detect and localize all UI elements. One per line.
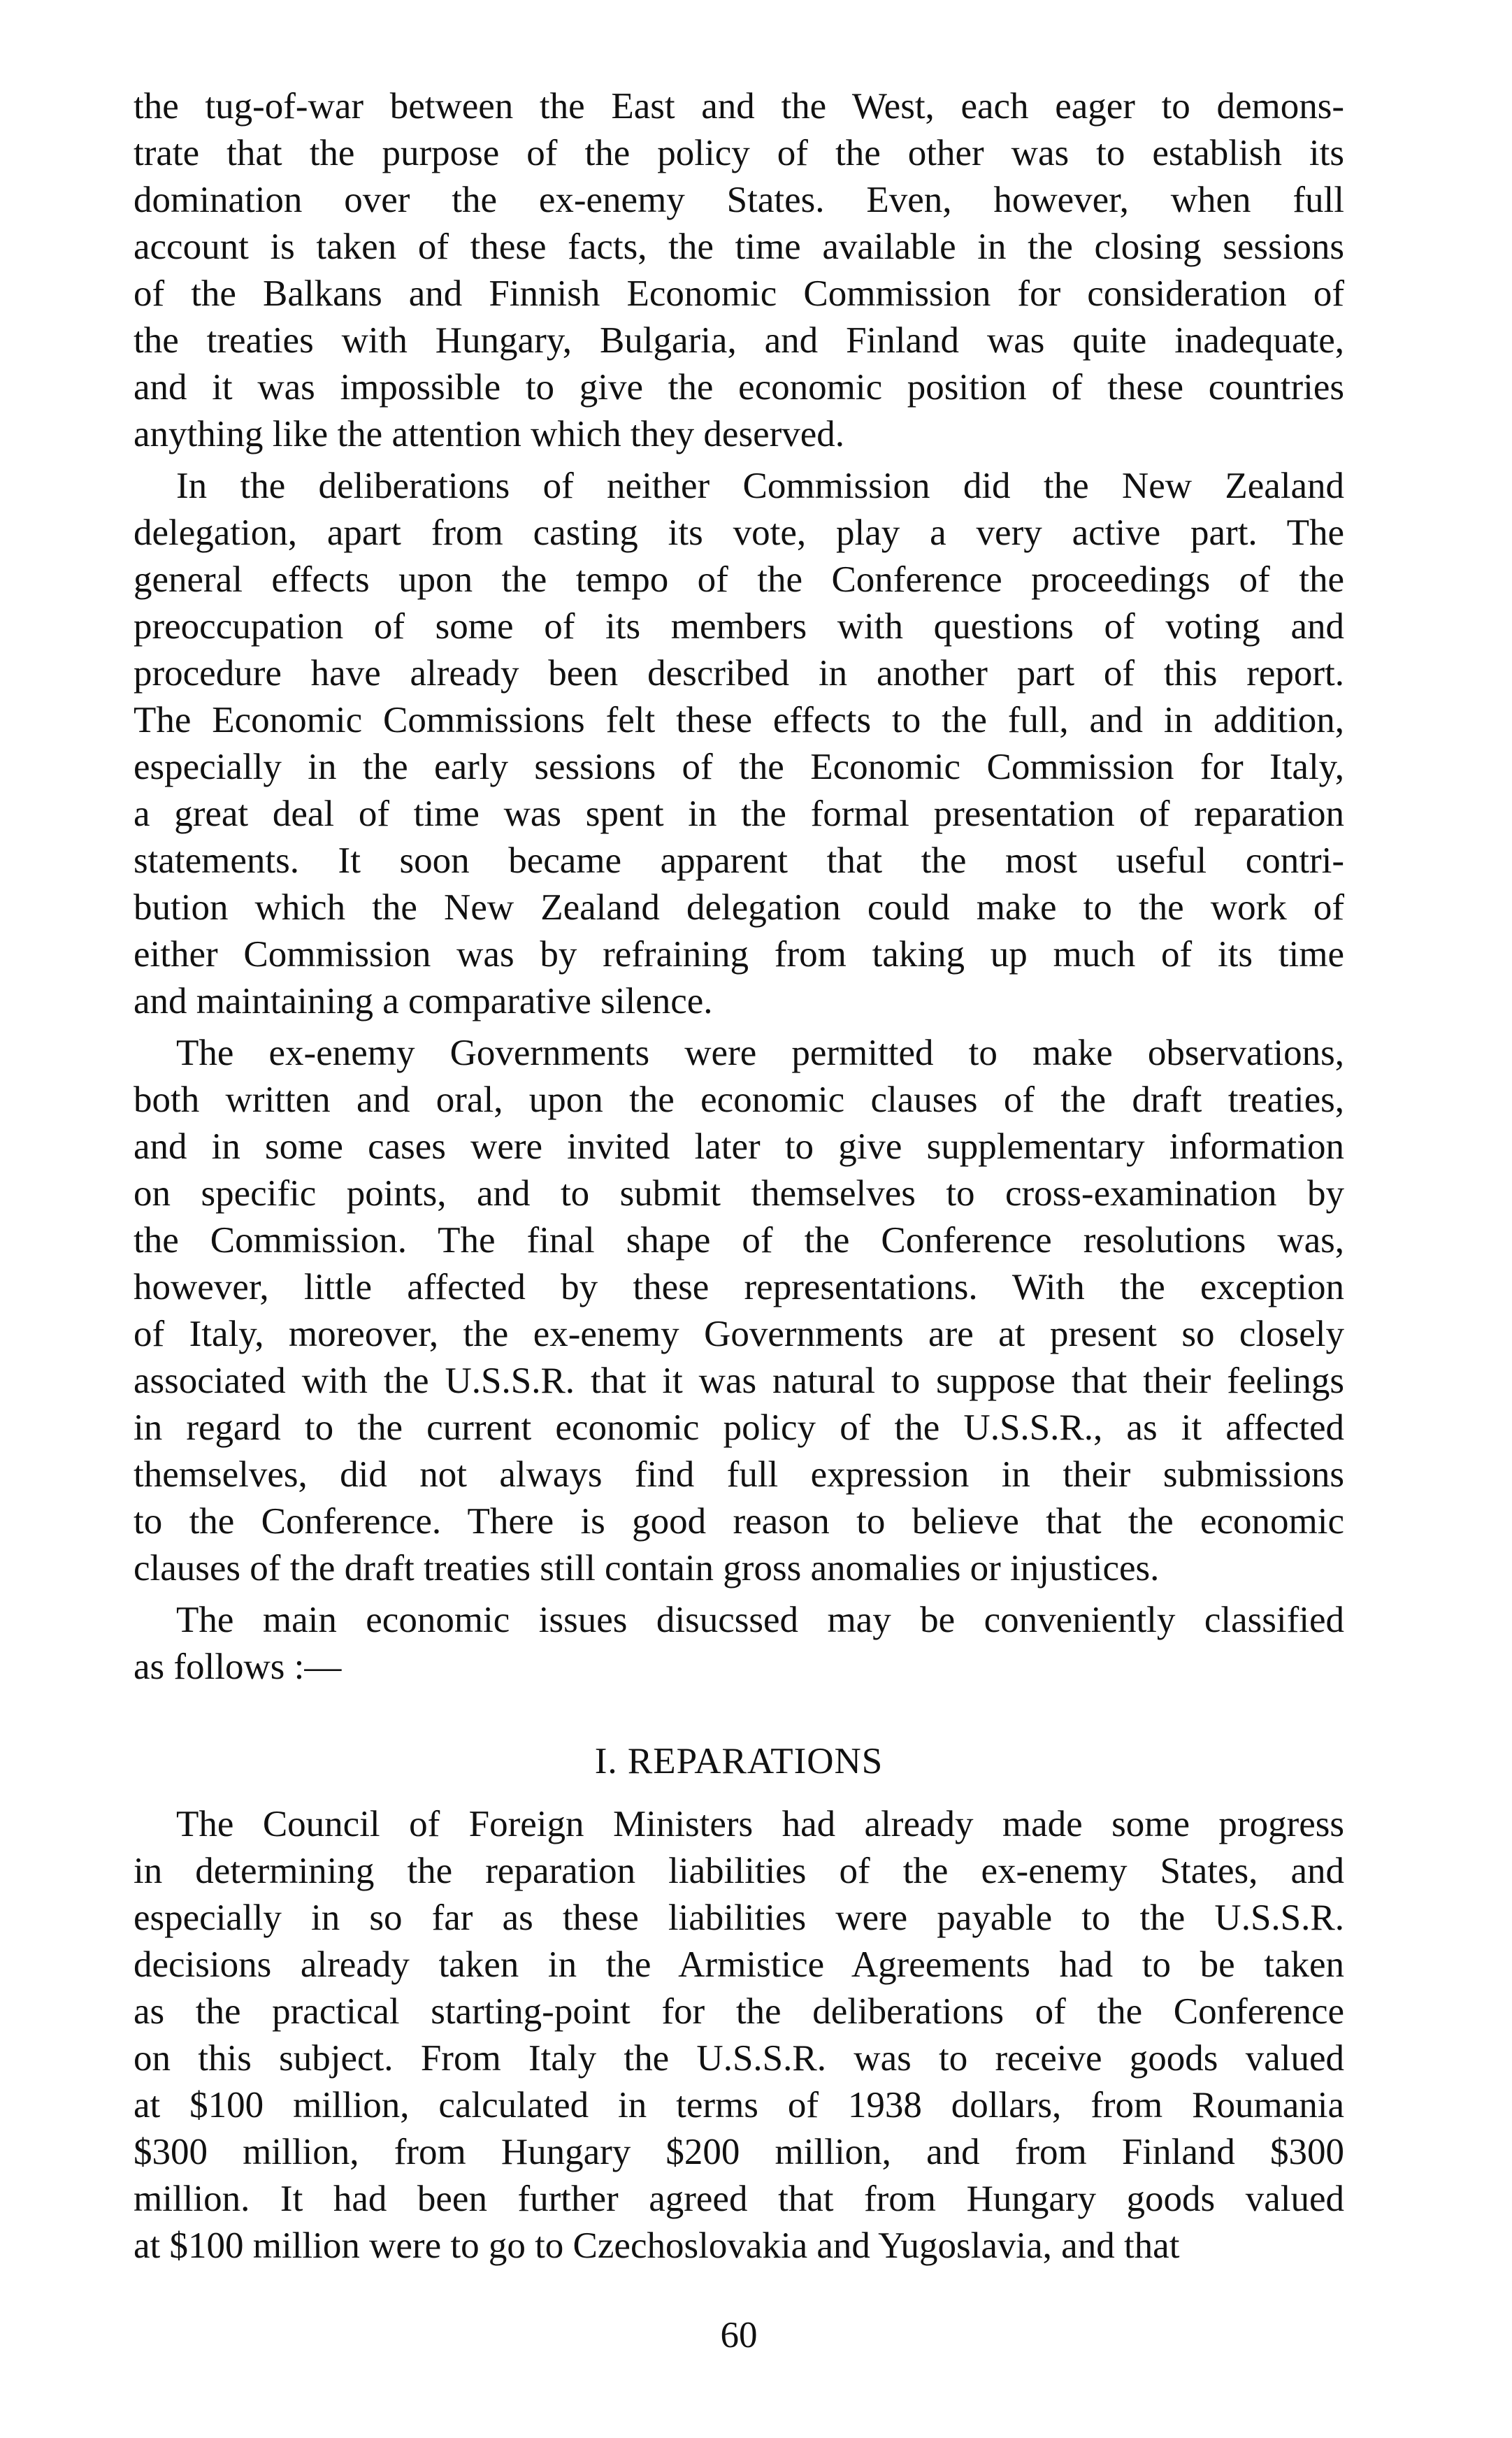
text-line: on this subject. From Italy the U.S.S.R. was to receive goods valued: [134, 2038, 1344, 2079]
text-line: preoccupation of some of its members with questions of voting and: [134, 606, 1344, 647]
text-line: anything like the attention which they deserved.: [134, 414, 845, 454]
text-line: the Commission. The final shape of the Conference resolutions was,: [134, 1220, 1344, 1261]
text-line: general effects upon the tempo of the Conference proceedings of the: [134, 559, 1344, 600]
text-line: The Council of Foreign Ministers had already made some progress: [176, 1804, 1344, 1844]
page-number: 60: [720, 2315, 758, 2355]
text-line: on specific points, and to submit themselves to cross-examination by: [134, 1173, 1344, 1214]
text-line: especially in so far as these liabilities were payable to the U.S.S.R.: [134, 1898, 1344, 1938]
text-line: as follows :—: [134, 1647, 342, 1687]
page-body: [134, 83, 1344, 2270]
text-line: either Commission was by refraining from taking up much of its time: [134, 934, 1344, 975]
text-line: as the practical starting-point for the deliberations of the Conference: [134, 1991, 1344, 2032]
text-line: domination over the ex-enemy States. Even, however, when full: [134, 180, 1344, 220]
body-text-after-heading: [134, 1801, 1344, 2270]
text-line: and it was impossible to give the economic position of these countries: [134, 367, 1344, 408]
paragraph: [134, 463, 1344, 1025]
text-line: statements. It soon became apparent that the most useful contri-: [134, 840, 1344, 881]
text-line: of the Balkans and Finnish Economic Commission for consideration of: [134, 273, 1344, 314]
text-line: decisions already taken in the Armistice Agreements had to be taken: [134, 1944, 1344, 1985]
text-line: and maintaining a comparative silence.: [134, 981, 713, 1021]
text-line: however, little affected by these representations. With the exception: [134, 1267, 1344, 1307]
text-line: The main economic issues disucssed may be conveniently classified: [176, 1600, 1344, 1640]
text-line: bution which the New Zealand delegation could make to the work of: [134, 887, 1344, 928]
body-text-before-heading: [134, 83, 1344, 1691]
text-line: clauses of the draft treaties still contain gross anomalies or injustices.: [134, 1548, 1160, 1589]
paragraph: [134, 83, 1344, 458]
section-heading: I. REPARATIONS: [594, 1741, 884, 1781]
text-line: to the Conference. There is good reason to believe that the economic: [134, 1501, 1344, 1542]
text-line: In the deliberations of neither Commission did the New Zealand: [176, 466, 1344, 506]
text-line: million. It had been further agreed that from Hungary goods valued: [134, 2179, 1344, 2219]
paragraph: [134, 1030, 1344, 1592]
text-line: and in some cases were invited later to give supplementary information: [134, 1126, 1344, 1167]
text-line: at $100 million were to go to Czechoslovakia and Yugoslavia, and that: [134, 2225, 1180, 2266]
text-line: the treaties with Hungary, Bulgaria, and Finland was quite inadequate,: [134, 320, 1344, 361]
text-line: of Italy, moreover, the ex-enemy Governments are at present so closely: [134, 1314, 1344, 1354]
text-line: $300 million, from Hungary $200 million, and from Finland $300: [134, 2132, 1344, 2172]
paragraph: [134, 1597, 1344, 1691]
paragraph: [134, 1801, 1344, 2270]
text-line: in regard to the current economic policy of the U.S.S.R., as it affected: [134, 1407, 1344, 1448]
text-line: both written and oral, upon the economic clauses of the draft treaties,: [134, 1080, 1344, 1120]
text-line: trate that the purpose of the policy of the other was to establish its: [134, 133, 1344, 173]
text-line: account is taken of these facts, the time available in the closing sessions: [134, 227, 1344, 267]
text-line: the tug-of-war between the East and the West, each eager to demons-: [134, 86, 1344, 127]
text-line: in determining the reparation liabilities of the ex-enemy States, and: [134, 1851, 1344, 1891]
text-line: a great deal of time was spent in the formal presentation of reparation: [134, 794, 1344, 834]
text-line: themselves, did not always find full expression in their submissions: [134, 1454, 1344, 1495]
text-line: The Economic Commissions felt these effects to the full, and in addition,: [134, 700, 1344, 740]
text-line: procedure have already been described in another part of this report.: [134, 653, 1344, 694]
text-line: The ex-enemy Governments were permitted to make observations,: [176, 1033, 1344, 1073]
text-line: associated with the U.S.S.R. that it was natural to suppose that their feelings: [134, 1361, 1344, 1401]
text-line: especially in the early sessions of the Economic Commission for Italy,: [134, 747, 1344, 787]
text-line: at $100 million, calculated in terms of 1938 dollars, from Roumania: [134, 2085, 1344, 2125]
text-line: delegation, apart from casting its vote, play a very active part. The: [134, 512, 1344, 553]
